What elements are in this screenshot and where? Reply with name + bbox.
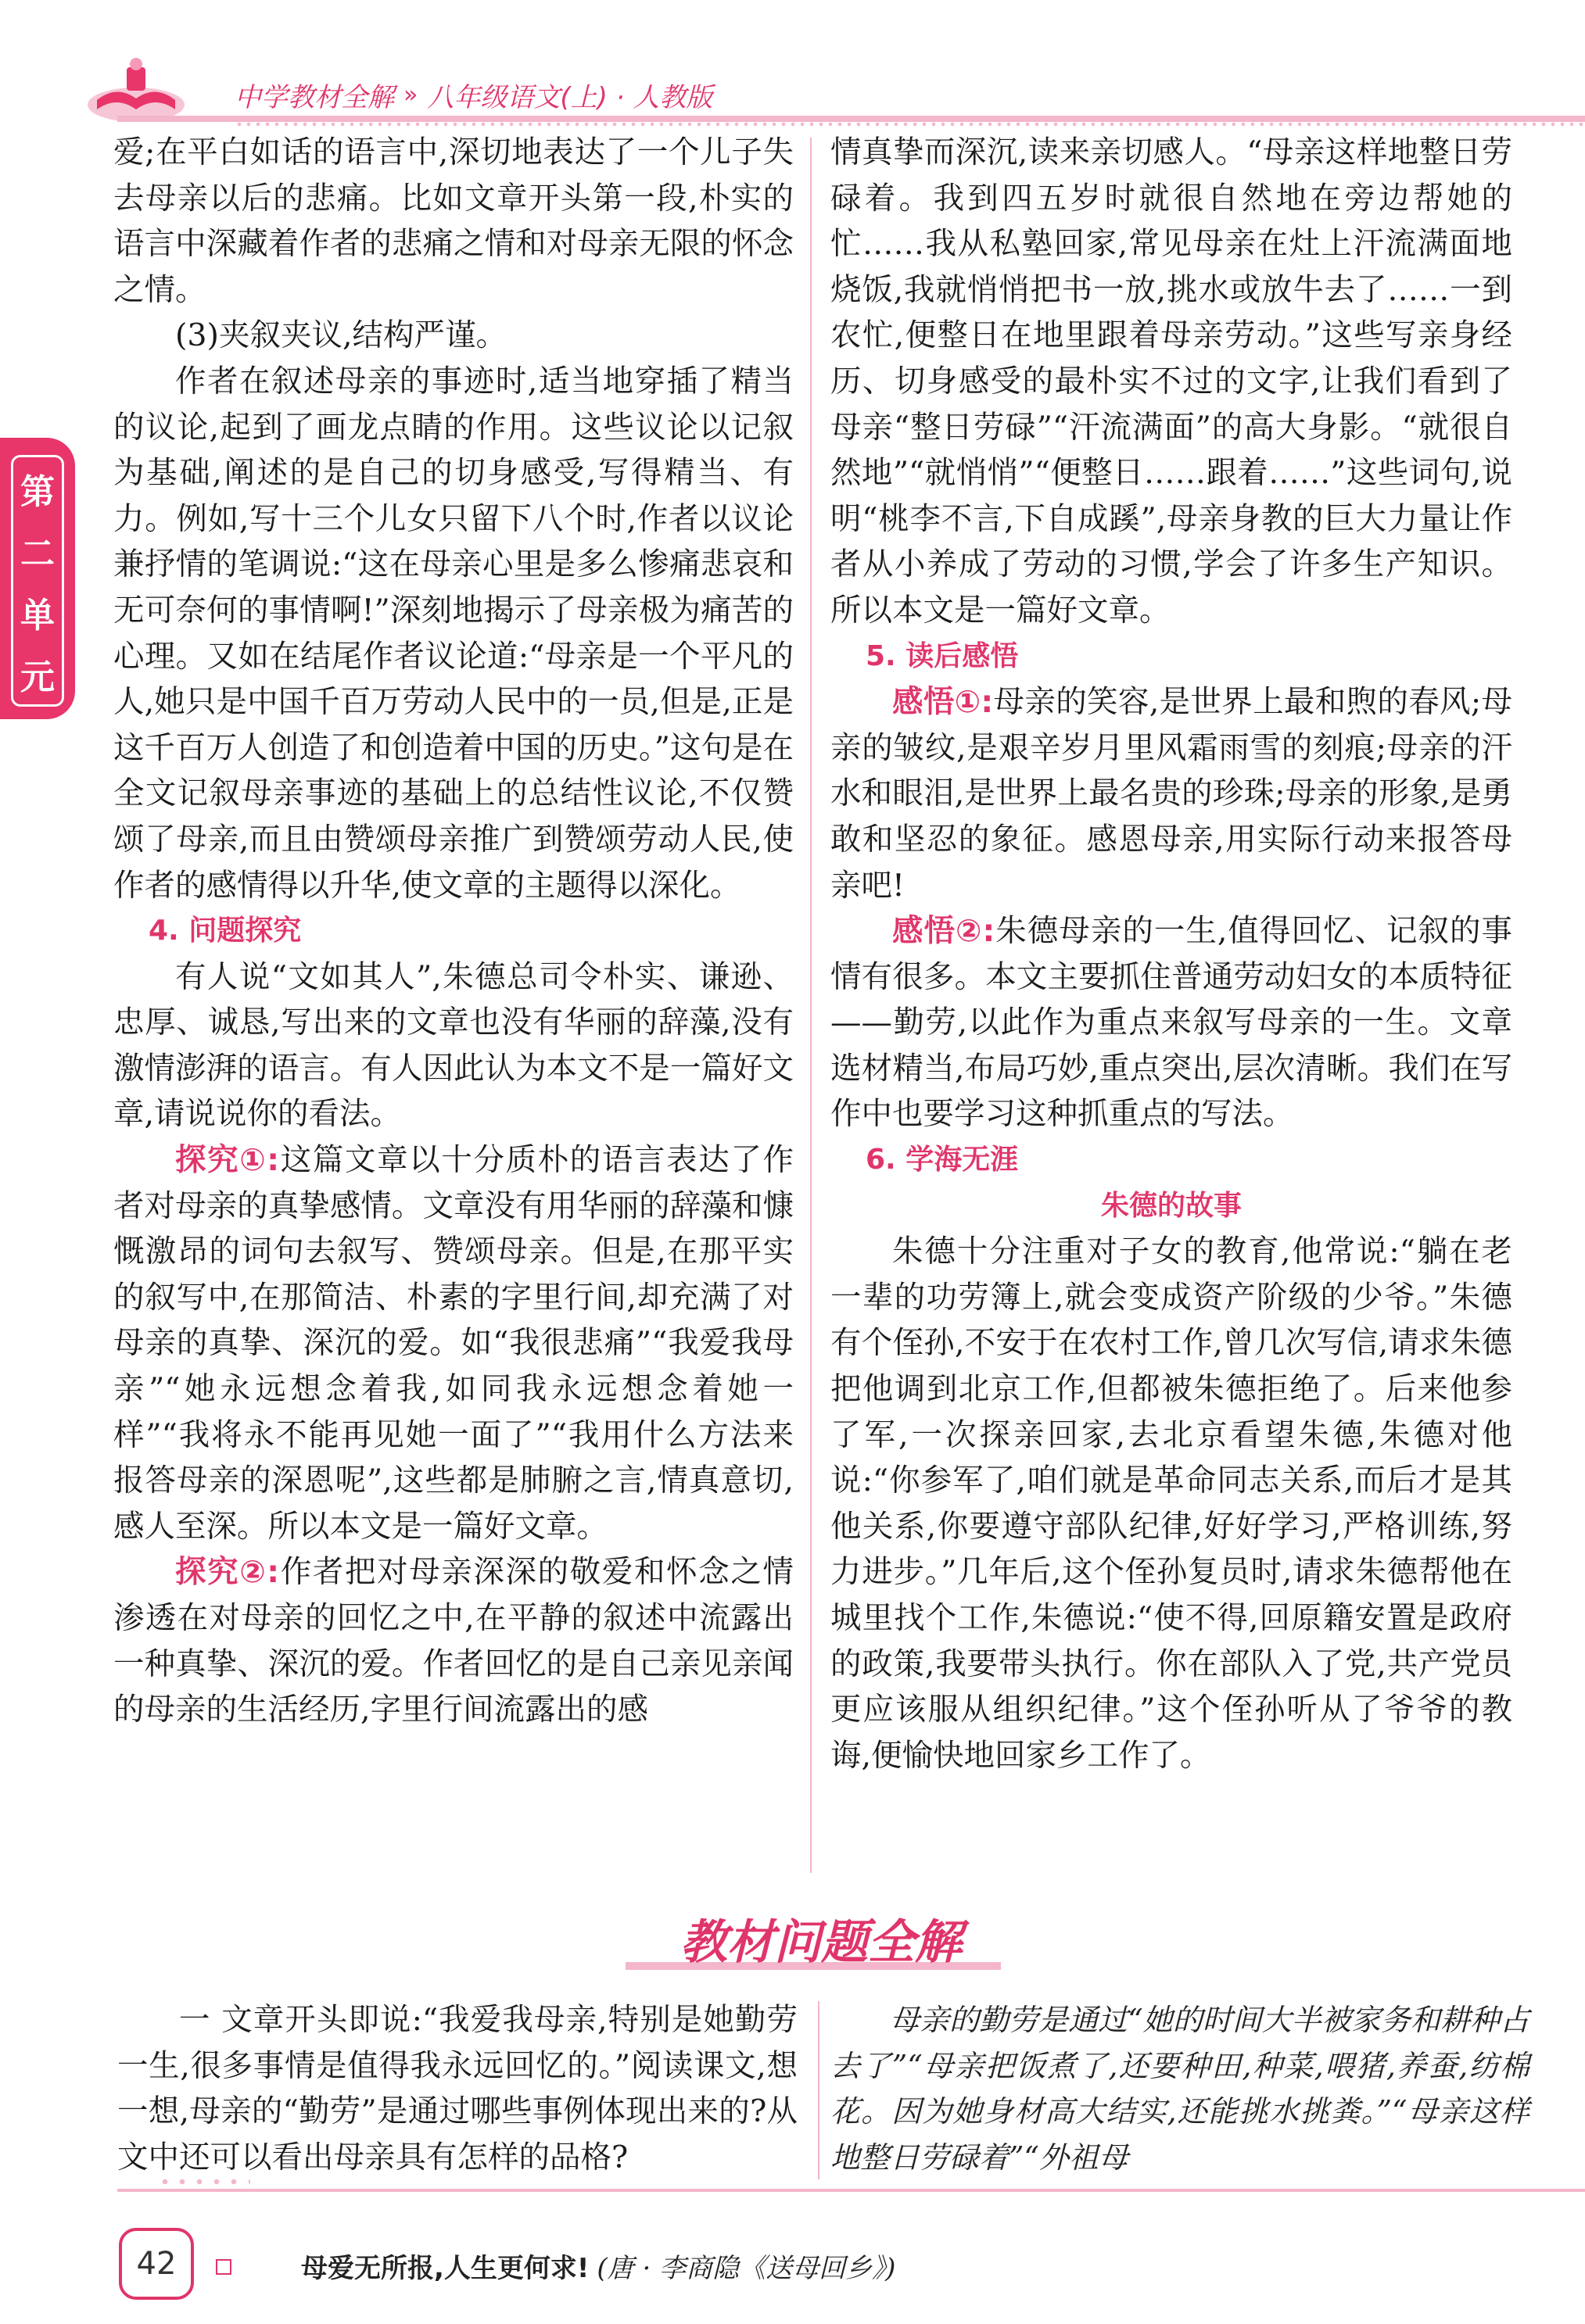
paragraph	[830, 679, 1512, 908]
paragraph: 情真挚而深沉,读来亲切感人。“母亲这样地整日劳碌着。我到四五岁时就很自然地在旁边帮她的忙……我从私塾回家,常见母亲在灶上汗流满面地烧饭,我就悄悄把书一放,挑水或放牛去了……一到农忙,便整日在地里跟着母亲劳动。”这些写亲身经历、切身感受的最朴实不过的文字,让我们看到了母亲“整日劳碌”“汗流满面”的高大身影。“就很自然地”“就悄悄”“便整日……跟着……”这些词句,说明“桃李不言,下自成蹊”,母亲身教的巨大力量让作者从小养成了劳动的习惯,学会了许多生产知识。所以本文是一篇好文章。	[830, 134, 1512, 628]
insight-tag: 感悟②:	[892, 913, 995, 950]
unit-tab-char: 二	[20, 533, 55, 574]
paragraph	[113, 1549, 794, 1732]
paragraph: 朱德十分注重对子女的教育,他常说:“躺在老一辈的功劳簿上,就会变成资产阶级的少爷。”朱德有个侄孙,不安于在农村工作,曾几次写信,请求朱德把他调到北京工作,但都被朱德拒绝了。后来他参了军,一次探亲回家,去北京看望朱德,朱德对他说:“你参军了,咱们就是革命同志关系,而后才是其他关系,你要遵守部队纪律,好好学习,严格训练,努力进步。”几年后,这个侄孙复员时,请求朱德帮他在城里找个工作,朱德说:“使不得,回原籍安置是政府的政策,我要带头执行。你在部队入了党,共产党员更应该服从组织纪律。”这个侄孙听从了爷爷的教诲,便愉快地回家乡工作了。	[830, 1234, 1512, 1774]
book-title: 中学教材全解	[235, 81, 394, 113]
story-title: 朱德的故事	[1100, 1189, 1242, 1222]
paragraph-text: 母亲的笑容,是世界上最和煦的春风;母亲的皱纹,是艰辛岁月里风霜雨雪的刻痕;母亲的汗水和眼泪,是世界上最名贵的珍珠;母亲的形象,是勇敢和坚忍的象征。感恩母亲,用实际行动来报答母亲吧!	[830, 684, 1512, 904]
book-subtitle: 八年级语文(上) · 人教版	[427, 81, 713, 113]
header-dots	[235, 122, 1585, 127]
paragraph	[113, 1137, 794, 1549]
section-banner	[0, 1907, 1585, 1986]
right-column	[830, 130, 1512, 1778]
paragraph-text: 朱德母亲的一生,值得回忆、记叙的事情有很多。本文主要抓住普通劳动妇女的本质特征——勤劳,以此作为重点来叙写母亲的一生。文章选材精当,布局巧妙,重点突出,层次清晰。我们在写作中也要学习这种抓重点的写法。	[830, 913, 1512, 1133]
paragraph	[830, 908, 1512, 1137]
unit-tab-char: 单	[20, 595, 55, 636]
paragraph-text: 作者把对母亲深深的敬爱和怀念之情渗透在对母亲的回忆之中,在平静的叙述中流露出一种真挚、深沉的爱。作者回忆的是自己亲见亲闻的母亲的生活经历,字里行间流露出的感	[113, 1554, 794, 1728]
unit-side-tab	[0, 438, 75, 719]
header-rule	[117, 116, 1585, 122]
paragraph: 有人说“文如其人”,朱德总司令朴实、谦逊、忠厚、诚恳,写出来的文章也没有华丽的辞藻,没有激情澎湃的语言。有人因此认为本文不是一篇好文章,请说说你的看法。	[113, 958, 794, 1133]
explore-tag: 探究①:	[175, 1142, 280, 1179]
unit-tab-char: 元	[20, 657, 55, 697]
quote-source: (唐 · 李商隐《送母回乡》)	[597, 2252, 896, 2284]
page-number: 42	[119, 2228, 194, 2300]
answer-text: 母亲的勤劳是通过“她的时间大半被家务和耕种占去了”“母亲把饭煮了,还要种田,种菜,喂猪,养蚕,纺棉花。因为她身材高大结实,还能挑水挑粪。”“母亲这样地整日劳碌着”“外祖母	[830, 2003, 1529, 2175]
footer-rule	[117, 2189, 1585, 2192]
paragraph: 作者在叙述母亲的事迹时,适当地穿插了精当的议论,起到了画龙点睛的作用。这些议论以记叙为基础,阐述的是自己的切身感受,写得精当、有力。例如,写十三个儿女只留下八个时,作者以议论兼抒情的笔调说:“这在母亲心里是多么惨痛悲哀和无可奈何的事情啊!”深刻地揭示了母亲极为痛苦的心理。又如在结尾作者议论道:“母亲是一个平凡的人,她只是中国千百万劳动人民中的一员,但是,正是这千百万人创造了和创造着中国的历史。”这句是在全文记叙母亲事迹的基础上的总结性议论,不仅赞颂了母亲,而且由赞颂母亲推广到赞颂劳动人民,使作者的感情得以升华,使文章的主题得以深化。	[113, 363, 794, 904]
footer-quote	[301, 2242, 895, 2289]
column-divider	[810, 138, 812, 1873]
section-heading: 4. 问题探究	[149, 915, 302, 947]
insight-tag: 感悟①:	[892, 684, 994, 721]
paragraph: (3)夹叙夹议,结构严谨。	[175, 317, 507, 354]
unit-tab-char: 第	[20, 471, 55, 512]
footer-dots	[156, 2178, 250, 2186]
bottom-divider	[818, 2001, 819, 2179]
paragraph-text: 这篇文章以十分质朴的语言表达了作者对母亲的真挚感情。文章没有用华丽的辞藻和慷慨激昂的词句去叙写、赞颂母亲。但是,在那平实的叙写中,在那简洁、朴素的字里行间,却充满了对母亲的真挚、深沉的爱。如“我很悲痛”“我爱我母亲”“她永远想念着我,如同我永远想念着她一样”“我将永不能再见她一面了”“我用什么方法来报答母亲的深恩呢”,这些都是肺腑之言,情真意切,感人至深。所以本文是一篇好文章。	[113, 1142, 794, 1545]
header-title	[235, 75, 712, 114]
footer-square-icon	[216, 2259, 231, 2275]
answer-block	[830, 1997, 1529, 2180]
question-text: 一 文章开头即说:“我爱我母亲,特别是她勤劳一生,很多事情是值得我永远回忆的。”阅读课文,想一想,母亲的“勤劳”是通过哪些事例体现出来的?从文中还可以看出母亲具有怎样的品格?	[117, 2002, 798, 2175]
section-heading: 6. 学海无涯	[866, 1144, 1019, 1176]
section-heading: 5. 读后感悟	[866, 639, 1019, 672]
paragraph: 爱;在平白如话的语言中,深切地表达了一个儿子失去母亲以后的悲痛。比如文章开头第一段,朴实的语言中深藏着作者的悲痛之情和对母亲无限的怀念之情。	[113, 134, 794, 308]
quote-text: 母爱无所报,人生更何求!	[301, 2252, 590, 2284]
question-block	[117, 1997, 798, 2180]
banner-title: 教材问题全解	[680, 1915, 962, 1970]
left-column	[113, 130, 794, 1733]
title-separator: »	[403, 81, 418, 109]
explore-tag: 探究②:	[175, 1554, 280, 1591]
